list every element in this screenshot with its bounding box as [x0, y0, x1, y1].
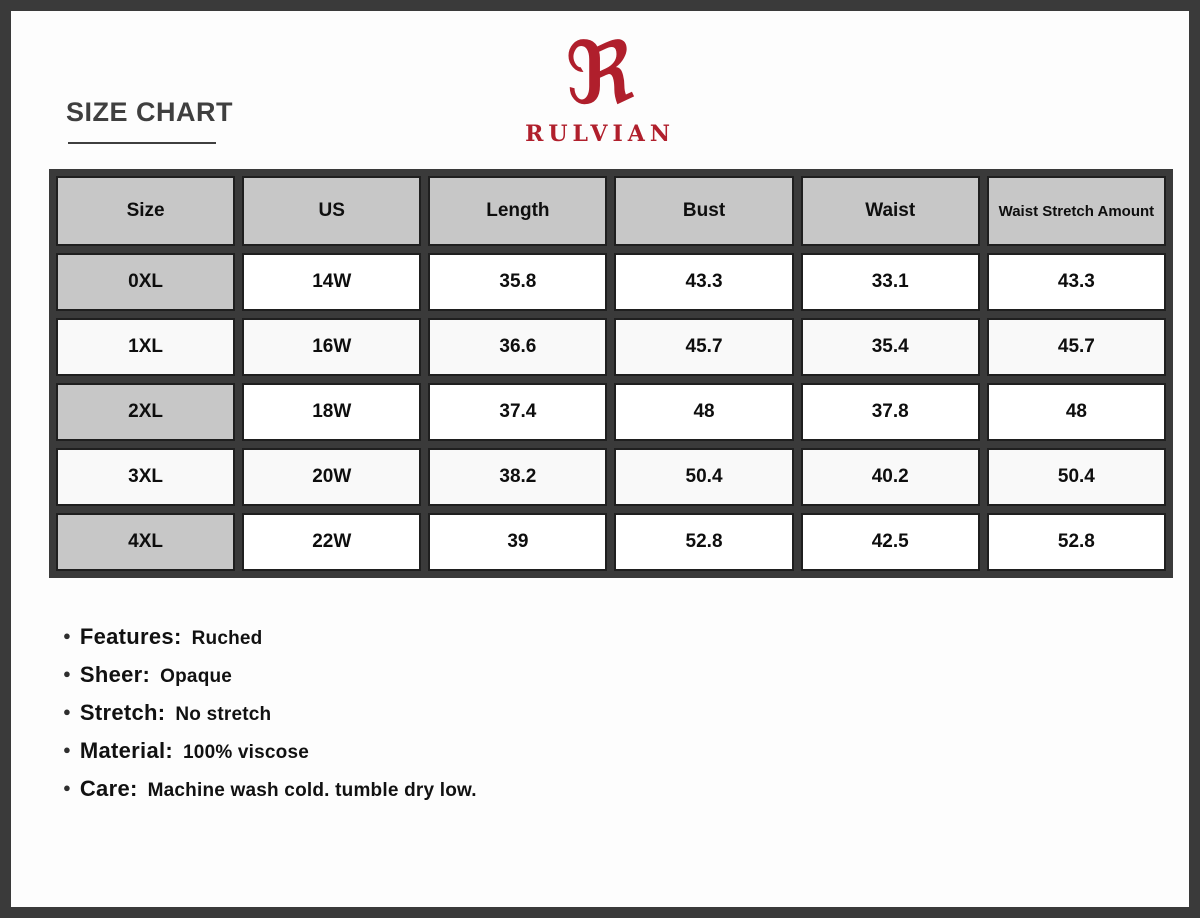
- table-header-row: [56, 176, 1166, 246]
- row-value-cell: 42.5: [801, 513, 980, 571]
- row-value-cell: 43.3: [987, 253, 1166, 311]
- row-value-cell: 48: [614, 383, 793, 441]
- row-value-cell: 18W: [242, 383, 421, 441]
- detail-label: Care:: [79, 776, 138, 801]
- row-size-cell: 1XL: [56, 318, 235, 376]
- detail-value: 100% viscose: [183, 742, 310, 763]
- table-row: [56, 513, 1166, 571]
- row-value-cell: 40.2: [801, 448, 980, 506]
- detail-item: [63, 661, 477, 692]
- row-value-cell: 50.4: [987, 448, 1166, 506]
- detail-label: Stretch:: [79, 700, 166, 725]
- row-value-cell: 37.4: [428, 383, 607, 441]
- row-value-cell: 35.8: [428, 253, 607, 311]
- row-value-cell: 20W: [242, 448, 421, 506]
- bullet-icon: ●: [63, 704, 71, 719]
- column-header: US: [242, 176, 421, 246]
- row-value-cell: 52.8: [614, 513, 793, 571]
- row-value-cell: 14W: [242, 253, 421, 311]
- details-list: [63, 623, 477, 813]
- brand-logo-icon: ℜ: [564, 24, 635, 124]
- detail-item: [63, 699, 477, 730]
- row-value-cell: 37.8: [801, 383, 980, 441]
- detail-value: No stretch: [175, 704, 272, 725]
- page-title: SIZE CHART: [66, 97, 233, 127]
- size-table: [49, 169, 1173, 578]
- row-value-cell: 43.3: [614, 253, 793, 311]
- table-row: [56, 383, 1166, 441]
- row-value-cell: 33.1: [801, 253, 980, 311]
- row-value-cell: 16W: [242, 318, 421, 376]
- row-value-cell: 45.7: [614, 318, 793, 376]
- detail-label: Features:: [79, 624, 182, 649]
- row-value-cell: 52.8: [987, 513, 1166, 571]
- column-header: Waist: [801, 176, 980, 246]
- detail-item: [63, 623, 477, 654]
- table-row: [56, 318, 1166, 376]
- bullet-icon: ●: [63, 742, 71, 757]
- detail-value: Opaque: [160, 666, 233, 687]
- row-value-cell: 38.2: [428, 448, 607, 506]
- row-size-cell: 3XL: [56, 448, 235, 506]
- detail-item: [63, 737, 477, 768]
- bullet-icon: ●: [63, 780, 71, 795]
- brand-logo: [11, 24, 1189, 148]
- row-value-cell: 48: [987, 383, 1166, 441]
- row-value-cell: 35.4: [801, 318, 980, 376]
- column-header: Length: [428, 176, 607, 246]
- row-value-cell: 45.7: [987, 318, 1166, 376]
- detail-value: Machine wash cold. tumble dry low.: [147, 780, 477, 801]
- row-value-cell: 50.4: [614, 448, 793, 506]
- detail-label: Sheer:: [79, 662, 151, 687]
- row-size-cell: 4XL: [56, 513, 235, 571]
- row-value-cell: 22W: [242, 513, 421, 571]
- detail-label: Material:: [79, 738, 174, 763]
- brand-name: RULVIAN: [525, 121, 675, 148]
- table-row: [56, 253, 1166, 311]
- row-size-cell: 0XL: [56, 253, 235, 311]
- size-table-body: [56, 253, 1166, 571]
- table-row: [56, 448, 1166, 506]
- column-header: Size: [56, 176, 235, 246]
- bullet-icon: ●: [63, 666, 71, 681]
- row-value-cell: 39: [428, 513, 607, 571]
- column-header: Bust: [614, 176, 793, 246]
- column-header: Waist Stretch Amount: [987, 176, 1166, 246]
- row-value-cell: 36.6: [428, 318, 607, 376]
- detail-item: [63, 775, 477, 806]
- row-size-cell: 2XL: [56, 383, 235, 441]
- bullet-icon: ●: [63, 628, 71, 643]
- detail-value: Ruched: [191, 628, 263, 649]
